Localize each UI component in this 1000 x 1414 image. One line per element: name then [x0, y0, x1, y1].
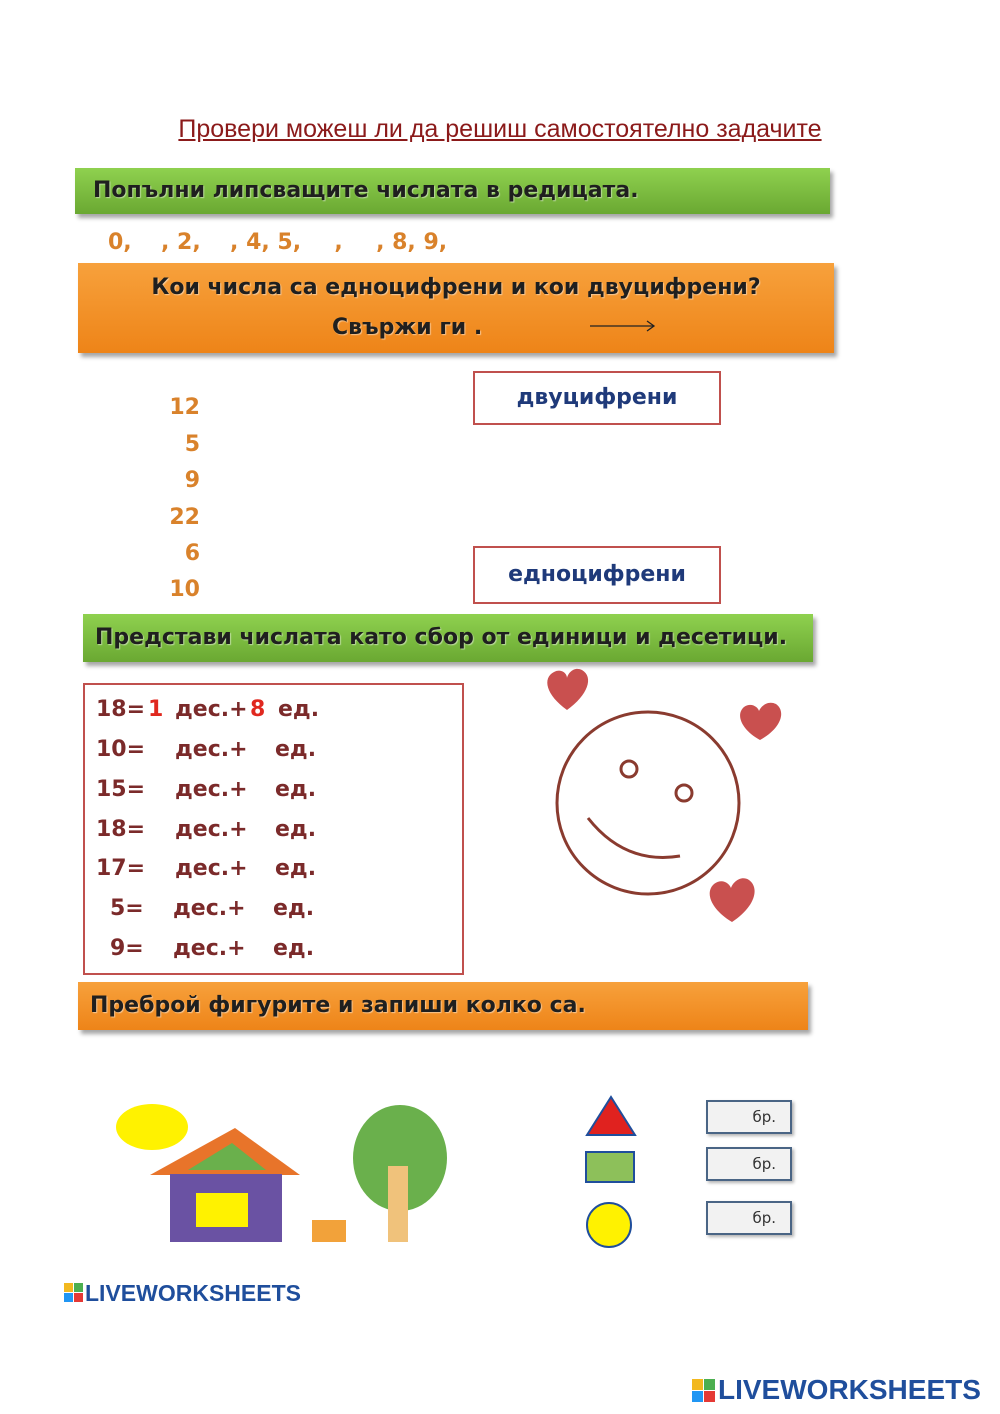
rectangle-count-input[interactable]: бр.	[706, 1147, 792, 1181]
logo-icon	[692, 1379, 716, 1403]
arrow-right-icon	[590, 319, 658, 333]
sum-number: 18=	[96, 817, 146, 842]
smiley-face	[557, 712, 739, 894]
tens-label: дес.+	[175, 737, 248, 762]
sum-number: 15=	[96, 777, 146, 802]
task1-sequence	[108, 230, 447, 255]
sun-shape	[116, 1104, 188, 1150]
sum-number: 9=	[110, 936, 144, 961]
task2-banner	[78, 263, 834, 353]
task1-instruction: Попълни липсващите числата в редицата.	[93, 178, 639, 203]
house-window-shape	[196, 1193, 248, 1227]
tree-trunk-shape	[388, 1166, 408, 1242]
page-title: Провери можеш ли да решиш самостоятелно задачите	[178, 115, 822, 143]
sum-number: 10=	[96, 737, 146, 762]
task4-instruction: Преброй фигурите и запиши колко са.	[90, 993, 586, 1018]
sum-row-example	[96, 697, 145, 722]
tens-label: дес.+	[173, 936, 246, 961]
smiley-illustration	[530, 660, 800, 930]
number-item[interactable]: 9	[184, 468, 200, 493]
heart-icon	[547, 669, 588, 710]
logo-text: LIVEWORKSHEETS	[718, 1374, 981, 1405]
smiley-mouth	[588, 818, 680, 857]
ones-label: ед.	[273, 896, 315, 921]
one-digit-target[interactable]: едноцифрени	[473, 546, 721, 604]
seq-part: 0,	[108, 230, 132, 255]
tens-label: дес.+	[173, 896, 246, 921]
task2-instruction-line2: Свържи ги .	[332, 315, 483, 340]
rectangle-icon	[584, 1150, 638, 1186]
tens-label: дес.+	[175, 856, 248, 881]
ones-label: ед.	[275, 777, 317, 802]
number-item[interactable]: 6	[184, 541, 200, 566]
task3-banner	[83, 614, 813, 662]
small-rect-shape	[312, 1220, 346, 1242]
ones-label: ед.	[275, 817, 317, 842]
seq-part: , 2,	[161, 230, 201, 255]
task2-instruction-line1: Кои числа са едноцифрени и кои двуцифрени?	[151, 275, 761, 300]
ones-label: ед.	[273, 936, 315, 961]
number-item[interactable]: 22	[169, 505, 200, 530]
ones-label: ед.	[275, 737, 317, 762]
circle-count-input[interactable]: бр.	[706, 1201, 792, 1235]
task3-instruction: Представи числата като сбор от единици и десетици.	[95, 625, 788, 650]
seq-part: , 8, 9,	[376, 230, 448, 255]
number-item[interactable]: 12	[169, 395, 200, 420]
smiley-eye-left	[621, 761, 637, 777]
tens-label: дес.+	[175, 777, 248, 802]
triangle-count-input[interactable]: бр.	[706, 1100, 792, 1134]
task1-banner	[75, 168, 830, 214]
number-item[interactable]: 5	[184, 432, 200, 457]
heart-icon	[710, 878, 755, 922]
triangle-icon	[584, 1094, 638, 1138]
sum-number: 18=	[96, 697, 146, 722]
logo-text: LIVEWORKSHEETS	[85, 1280, 301, 1306]
logo-icon	[64, 1283, 84, 1303]
two-digit-target[interactable]: двуцифрени	[473, 371, 721, 425]
ones-label: ед.	[278, 697, 320, 722]
number-item[interactable]: 10	[169, 577, 200, 602]
circle-icon	[584, 1200, 634, 1250]
sum-number: 17=	[96, 856, 146, 881]
tens-label: дес.+	[175, 817, 248, 842]
ones-answer: 8	[250, 697, 266, 722]
tens-label: дес.+	[175, 697, 248, 722]
house-scene-illustration	[110, 1100, 455, 1250]
task4-banner	[78, 982, 808, 1030]
seq-part: , 4, 5,	[230, 230, 302, 255]
ones-label: ед.	[275, 856, 317, 881]
sum-number: 5=	[110, 896, 144, 921]
seq-part: ,	[334, 230, 343, 255]
heart-icon	[740, 703, 781, 740]
smiley-eye-right	[676, 785, 692, 801]
tens-answer: 1	[148, 697, 164, 722]
